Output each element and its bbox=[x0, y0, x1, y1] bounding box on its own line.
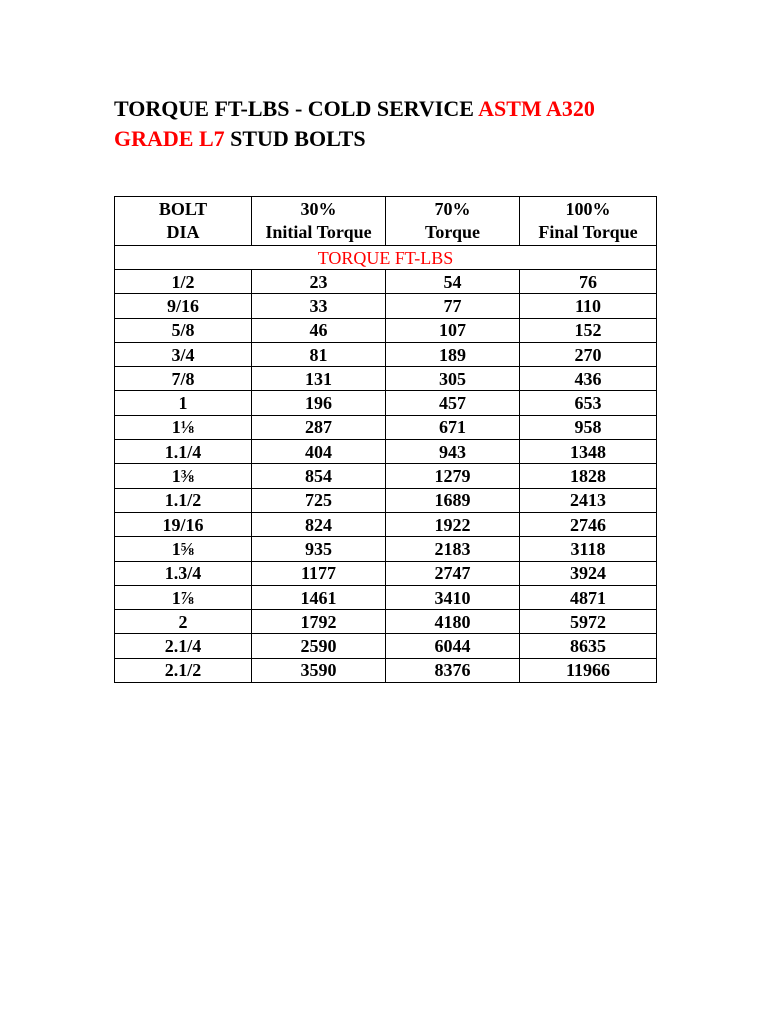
bolt-dia-cell: 7/8 bbox=[115, 367, 252, 391]
bolt-dia-cell: 1⅝ bbox=[115, 537, 252, 561]
final-torque-cell: 1348 bbox=[520, 440, 657, 464]
bolt-dia-cell: 5/8 bbox=[115, 318, 252, 342]
header-initial-torque: 30% Initial Torque bbox=[252, 197, 386, 246]
initial-torque-cell: 23 bbox=[252, 270, 386, 294]
header-torque: 70% Torque bbox=[386, 197, 520, 246]
torque-cell: 8376 bbox=[386, 658, 520, 682]
initial-torque-cell: 824 bbox=[252, 512, 386, 536]
torque-cell: 3410 bbox=[386, 585, 520, 609]
section-label-row bbox=[115, 246, 657, 270]
final-torque-cell: 2746 bbox=[520, 512, 657, 536]
initial-torque-cell: 3590 bbox=[252, 658, 386, 682]
torque-cell: 2183 bbox=[386, 537, 520, 561]
bolt-dia-cell: 1.1/4 bbox=[115, 440, 252, 464]
final-torque-cell: 1828 bbox=[520, 464, 657, 488]
table-row bbox=[115, 440, 657, 464]
table-header-row bbox=[115, 197, 657, 246]
initial-torque-cell: 1177 bbox=[252, 561, 386, 585]
initial-torque-cell: 46 bbox=[252, 318, 386, 342]
bolt-dia-cell: 1 bbox=[115, 391, 252, 415]
torque-cell: 1279 bbox=[386, 464, 520, 488]
torque-table bbox=[114, 196, 657, 683]
final-torque-cell: 958 bbox=[520, 415, 657, 439]
final-torque-cell: 4871 bbox=[520, 585, 657, 609]
initial-torque-cell: 1461 bbox=[252, 585, 386, 609]
bolt-dia-cell: 1.3/4 bbox=[115, 561, 252, 585]
torque-cell: 457 bbox=[386, 391, 520, 415]
table-row bbox=[115, 342, 657, 366]
final-torque-cell: 3118 bbox=[520, 537, 657, 561]
title-text-black: TORQUE FT-LBS - COLD SERVICE bbox=[114, 96, 479, 121]
table-row bbox=[115, 367, 657, 391]
initial-torque-cell: 131 bbox=[252, 367, 386, 391]
initial-torque-cell: 81 bbox=[252, 342, 386, 366]
page-title bbox=[114, 94, 674, 154]
torque-cell: 6044 bbox=[386, 634, 520, 658]
table-row bbox=[115, 537, 657, 561]
section-label: TORQUE FT-LBS bbox=[115, 246, 657, 270]
table-row bbox=[115, 610, 657, 634]
torque-cell: 189 bbox=[386, 342, 520, 366]
table-row bbox=[115, 415, 657, 439]
initial-torque-cell: 287 bbox=[252, 415, 386, 439]
header-bolt-dia: BOLT DIA bbox=[115, 197, 252, 246]
table-row bbox=[115, 585, 657, 609]
final-torque-cell: 436 bbox=[520, 367, 657, 391]
table-row bbox=[115, 634, 657, 658]
bolt-dia-cell: 3/4 bbox=[115, 342, 252, 366]
table-row bbox=[115, 658, 657, 682]
final-torque-cell: 8635 bbox=[520, 634, 657, 658]
initial-torque-cell: 2590 bbox=[252, 634, 386, 658]
torque-cell: 4180 bbox=[386, 610, 520, 634]
title-text-red-spec: ASTM A320 bbox=[478, 96, 595, 121]
initial-torque-cell: 196 bbox=[252, 391, 386, 415]
final-torque-cell: 110 bbox=[520, 294, 657, 318]
final-torque-cell: 5972 bbox=[520, 610, 657, 634]
initial-torque-cell: 854 bbox=[252, 464, 386, 488]
final-torque-cell: 2413 bbox=[520, 488, 657, 512]
bolt-dia-cell: 19/16 bbox=[115, 512, 252, 536]
table-row bbox=[115, 488, 657, 512]
final-torque-cell: 653 bbox=[520, 391, 657, 415]
final-torque-cell: 3924 bbox=[520, 561, 657, 585]
final-torque-cell: 76 bbox=[520, 270, 657, 294]
table-row bbox=[115, 270, 657, 294]
bolt-dia-cell: 1⅞ bbox=[115, 585, 252, 609]
table-row bbox=[115, 294, 657, 318]
torque-cell: 1689 bbox=[386, 488, 520, 512]
initial-torque-cell: 1792 bbox=[252, 610, 386, 634]
torque-cell: 943 bbox=[386, 440, 520, 464]
table-row bbox=[115, 391, 657, 415]
table-row bbox=[115, 464, 657, 488]
table-row bbox=[115, 561, 657, 585]
bolt-dia-cell: 1⅛ bbox=[115, 415, 252, 439]
final-torque-cell: 270 bbox=[520, 342, 657, 366]
final-torque-cell: 11966 bbox=[520, 658, 657, 682]
bolt-dia-cell: 9/16 bbox=[115, 294, 252, 318]
bolt-dia-cell: 2.1/2 bbox=[115, 658, 252, 682]
header-final-torque: 100% Final Torque bbox=[520, 197, 657, 246]
title-text-black-suffix: STUD BOLTS bbox=[224, 126, 366, 151]
table-row bbox=[115, 512, 657, 536]
final-torque-cell: 152 bbox=[520, 318, 657, 342]
torque-cell: 54 bbox=[386, 270, 520, 294]
title-text-red-grade: GRADE L7 bbox=[114, 126, 225, 151]
bolt-dia-cell: 1.1/2 bbox=[115, 488, 252, 512]
bolt-dia-cell: 1⅜ bbox=[115, 464, 252, 488]
initial-torque-cell: 935 bbox=[252, 537, 386, 561]
torque-cell: 2747 bbox=[386, 561, 520, 585]
torque-cell: 1922 bbox=[386, 512, 520, 536]
torque-cell: 305 bbox=[386, 367, 520, 391]
bolt-dia-cell: 1/2 bbox=[115, 270, 252, 294]
initial-torque-cell: 404 bbox=[252, 440, 386, 464]
table-row bbox=[115, 318, 657, 342]
initial-torque-cell: 725 bbox=[252, 488, 386, 512]
bolt-dia-cell: 2 bbox=[115, 610, 252, 634]
torque-cell: 671 bbox=[386, 415, 520, 439]
torque-cell: 77 bbox=[386, 294, 520, 318]
torque-cell: 107 bbox=[386, 318, 520, 342]
bolt-dia-cell: 2.1/4 bbox=[115, 634, 252, 658]
initial-torque-cell: 33 bbox=[252, 294, 386, 318]
